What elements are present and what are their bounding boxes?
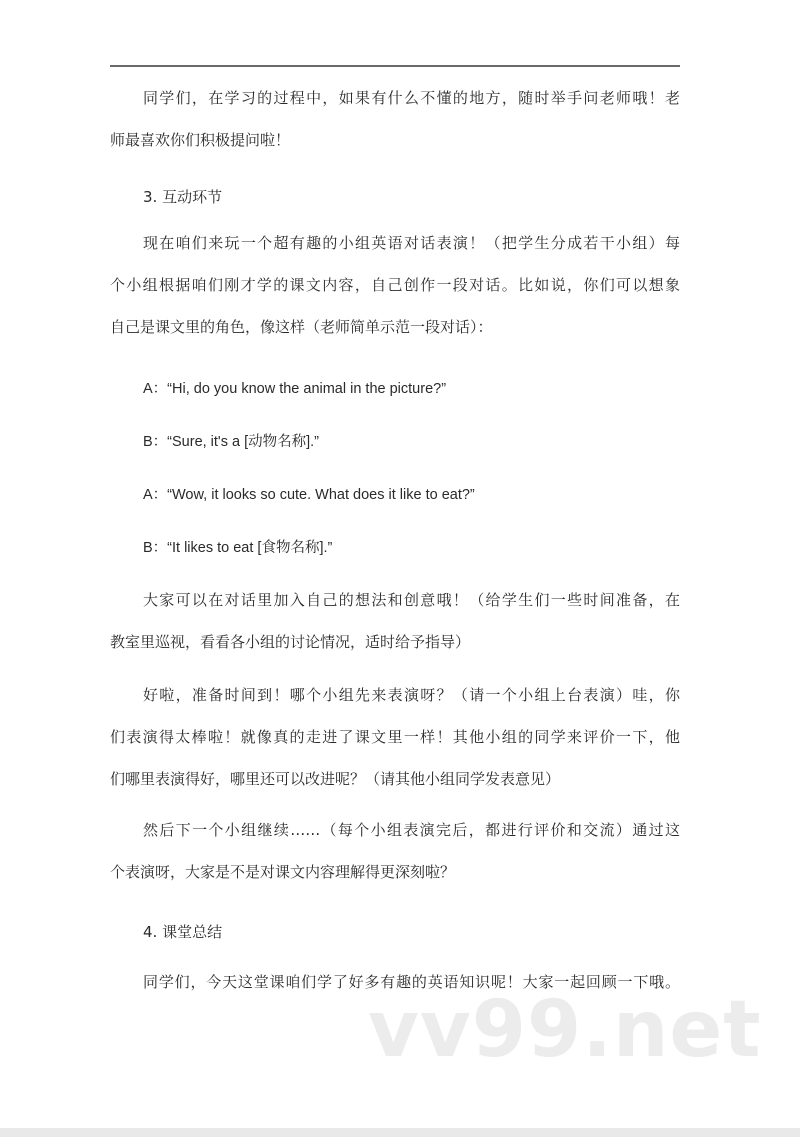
dialog-line: B：“Sure, it's a [动物名称].” (143, 434, 319, 450)
paragraph-line: 同学们，今天这堂课咱们学了好多有趣的英语知识呢！大家一起回顾一下哦。 (143, 973, 680, 991)
paragraph-line: 个小组根据咱们刚才学的课文内容，自己创作一段对话。比如说，你们可以想象 (110, 276, 680, 294)
paragraph-line: 个表演呀，大家是不是对课文内容理解得更深刻啦？ (110, 863, 456, 881)
paragraph-line: 师最喜欢你们积极提问啦！ (110, 131, 291, 149)
page-bottom-edge (0, 1128, 800, 1137)
paragraph-line: 然后下一个小组继续……（每个小组表演完后，都进行评价和交流）通过这 (143, 821, 680, 839)
section-heading: 4. 课堂总结 (143, 923, 223, 941)
header-rule (110, 65, 680, 67)
dialog-line: A：“Wow, it looks so cute. What does it like to eat?” (143, 487, 475, 503)
dialog-line: A：“Hi, do you know the animal in the picture?” (143, 381, 447, 397)
dialog-line: B：“It likes to eat [食物名称].” (143, 540, 333, 556)
paragraph-line: 好啦，准备时间到！哪个小组先来表演呀？（请一个小组上台表演）哇，你 (143, 686, 680, 704)
section-heading: 3. 互动环节 (143, 188, 223, 206)
paragraph-line: 同学们，在学习的过程中，如果有什么不懂的地方，随时举手问老师哦！老 (143, 89, 680, 107)
paragraph-line: 们表演得太棒啦！就像真的走进了课文里一样！其他小组的同学来评价一下，他 (110, 728, 680, 746)
paragraph-line: 现在咱们来玩一个超有趣的小组英语对话表演！（把学生分成若干小组）每 (143, 234, 680, 252)
paragraph-line: 们哪里表演得好，哪里还可以改进呢？（请其他小组同学发表意见） (110, 770, 561, 788)
watermark: vv99.net (368, 985, 762, 1075)
paragraph-line: 自己是课文里的角色，像这样（老师简单示范一段对话）： (110, 318, 493, 336)
paragraph-line: 教室里巡视，看看各小组的讨论情况，适时给予指导） (110, 633, 471, 651)
paragraph-line: 大家可以在对话里加入自己的想法和创意哦！（给学生们一些时间准备，在 (143, 591, 680, 609)
